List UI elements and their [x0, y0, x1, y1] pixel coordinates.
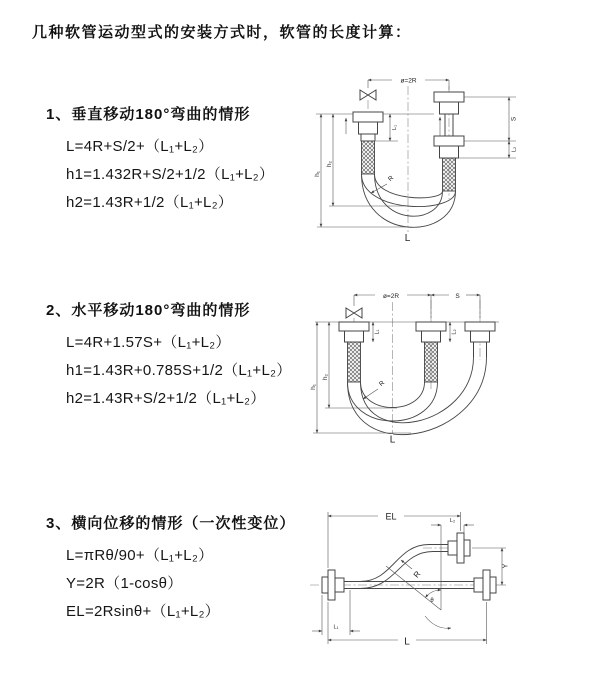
- dim-label-pitch: ø=2R: [400, 77, 417, 85]
- length-label: L: [389, 434, 396, 446]
- radius-label: R: [411, 569, 423, 580]
- middle-flange: [416, 322, 446, 342]
- right-flange-upper: [434, 92, 464, 114]
- formula-line: h1=1.43R+0.785S+1/2（L₁+L₂）: [66, 362, 292, 379]
- dim-label-s: S: [510, 116, 518, 122]
- section-3-formulas: [46, 542, 295, 626]
- dim-label-h2: h₂: [322, 373, 329, 381]
- length-label: L: [404, 636, 410, 648]
- dim-label-s: S: [455, 292, 460, 300]
- radius-label: R: [377, 379, 387, 389]
- left-flange: [322, 570, 344, 600]
- left-flange: [339, 322, 369, 342]
- valve-icon: [360, 90, 376, 100]
- dim-label-l2: L₂: [451, 329, 458, 335]
- dimension-lines: [313, 292, 480, 433]
- section-3-heading: 3、横向位移的情形（一次性变位）: [46, 515, 296, 532]
- section-1-heading: 1、垂直移动180°弯曲的情形: [46, 106, 251, 123]
- section-2-formulas: [46, 329, 292, 413]
- valve-icon: [346, 308, 362, 318]
- dim-label-el: EL: [385, 511, 397, 522]
- formula-line: L=πRθ/90+（L₁+L₂）: [66, 547, 214, 564]
- dim-label-l2: L₂: [511, 146, 518, 153]
- radius-label: R: [386, 174, 396, 184]
- dim-label-h1: h₁: [314, 171, 321, 177]
- section-lateral-displacement: [46, 512, 295, 626]
- formula-line: h2=1.43R+1/2（L₁+L₂）: [66, 194, 234, 211]
- section-2-heading: 2、水平移动180°弯曲的情形: [46, 302, 251, 319]
- section-horizontal-180: [46, 299, 292, 413]
- dim-label-l1: L₁: [392, 125, 398, 130]
- formula-line: EL=2Rsinθ+（L₁+L₂）: [66, 603, 220, 620]
- section-vertical-180: [46, 103, 274, 217]
- hose-u-bend: [362, 174, 456, 227]
- diagram-lateral-displacement: [298, 498, 598, 653]
- formula-line: L=4R+1.57S+（L₁+L₂）: [66, 334, 231, 351]
- displaced-flange-upper: [448, 533, 470, 563]
- formula-line: Y=2R（1-cosθ）: [66, 575, 183, 592]
- section-1-formulas: [46, 133, 274, 217]
- centerlines: [368, 86, 449, 232]
- displaced-flange: [465, 322, 495, 342]
- dim-label-l2: L₂: [449, 518, 456, 524]
- hose-u-bend-displaced: [348, 357, 487, 435]
- dimension-lines: [316, 77, 516, 227]
- dim-label-l1: L₁: [333, 624, 339, 631]
- length-label: L: [404, 233, 411, 244]
- page-title: 几种软管运动型式的安装方式时，软管的长度计算：: [32, 24, 412, 41]
- dim-label-l1: L₁: [374, 329, 381, 335]
- dim-label-pitch: ø=2R: [382, 292, 400, 300]
- dim-label-y: Y: [502, 563, 510, 569]
- dim-label-h2: h₂: [326, 160, 333, 168]
- right-flange-lower: [434, 136, 464, 158]
- angle-theta-label: θ: [430, 598, 434, 604]
- dim-label-h1: h₁: [310, 384, 317, 390]
- diagram-vertical-180-bend: [306, 64, 556, 259]
- original-flange-lower: [474, 570, 496, 600]
- left-flange: [353, 112, 383, 141]
- diagram-horizontal-180-bend: [303, 282, 598, 477]
- formula-line: h2=1.43R+S/2+1/2（L₁+L₂）: [66, 390, 266, 407]
- formula-line: h1=1.432R+S/2+1/2（L₁+L₂）: [66, 166, 275, 183]
- formula-line: L=4R+S/2+（L₁+L₂）: [66, 138, 214, 155]
